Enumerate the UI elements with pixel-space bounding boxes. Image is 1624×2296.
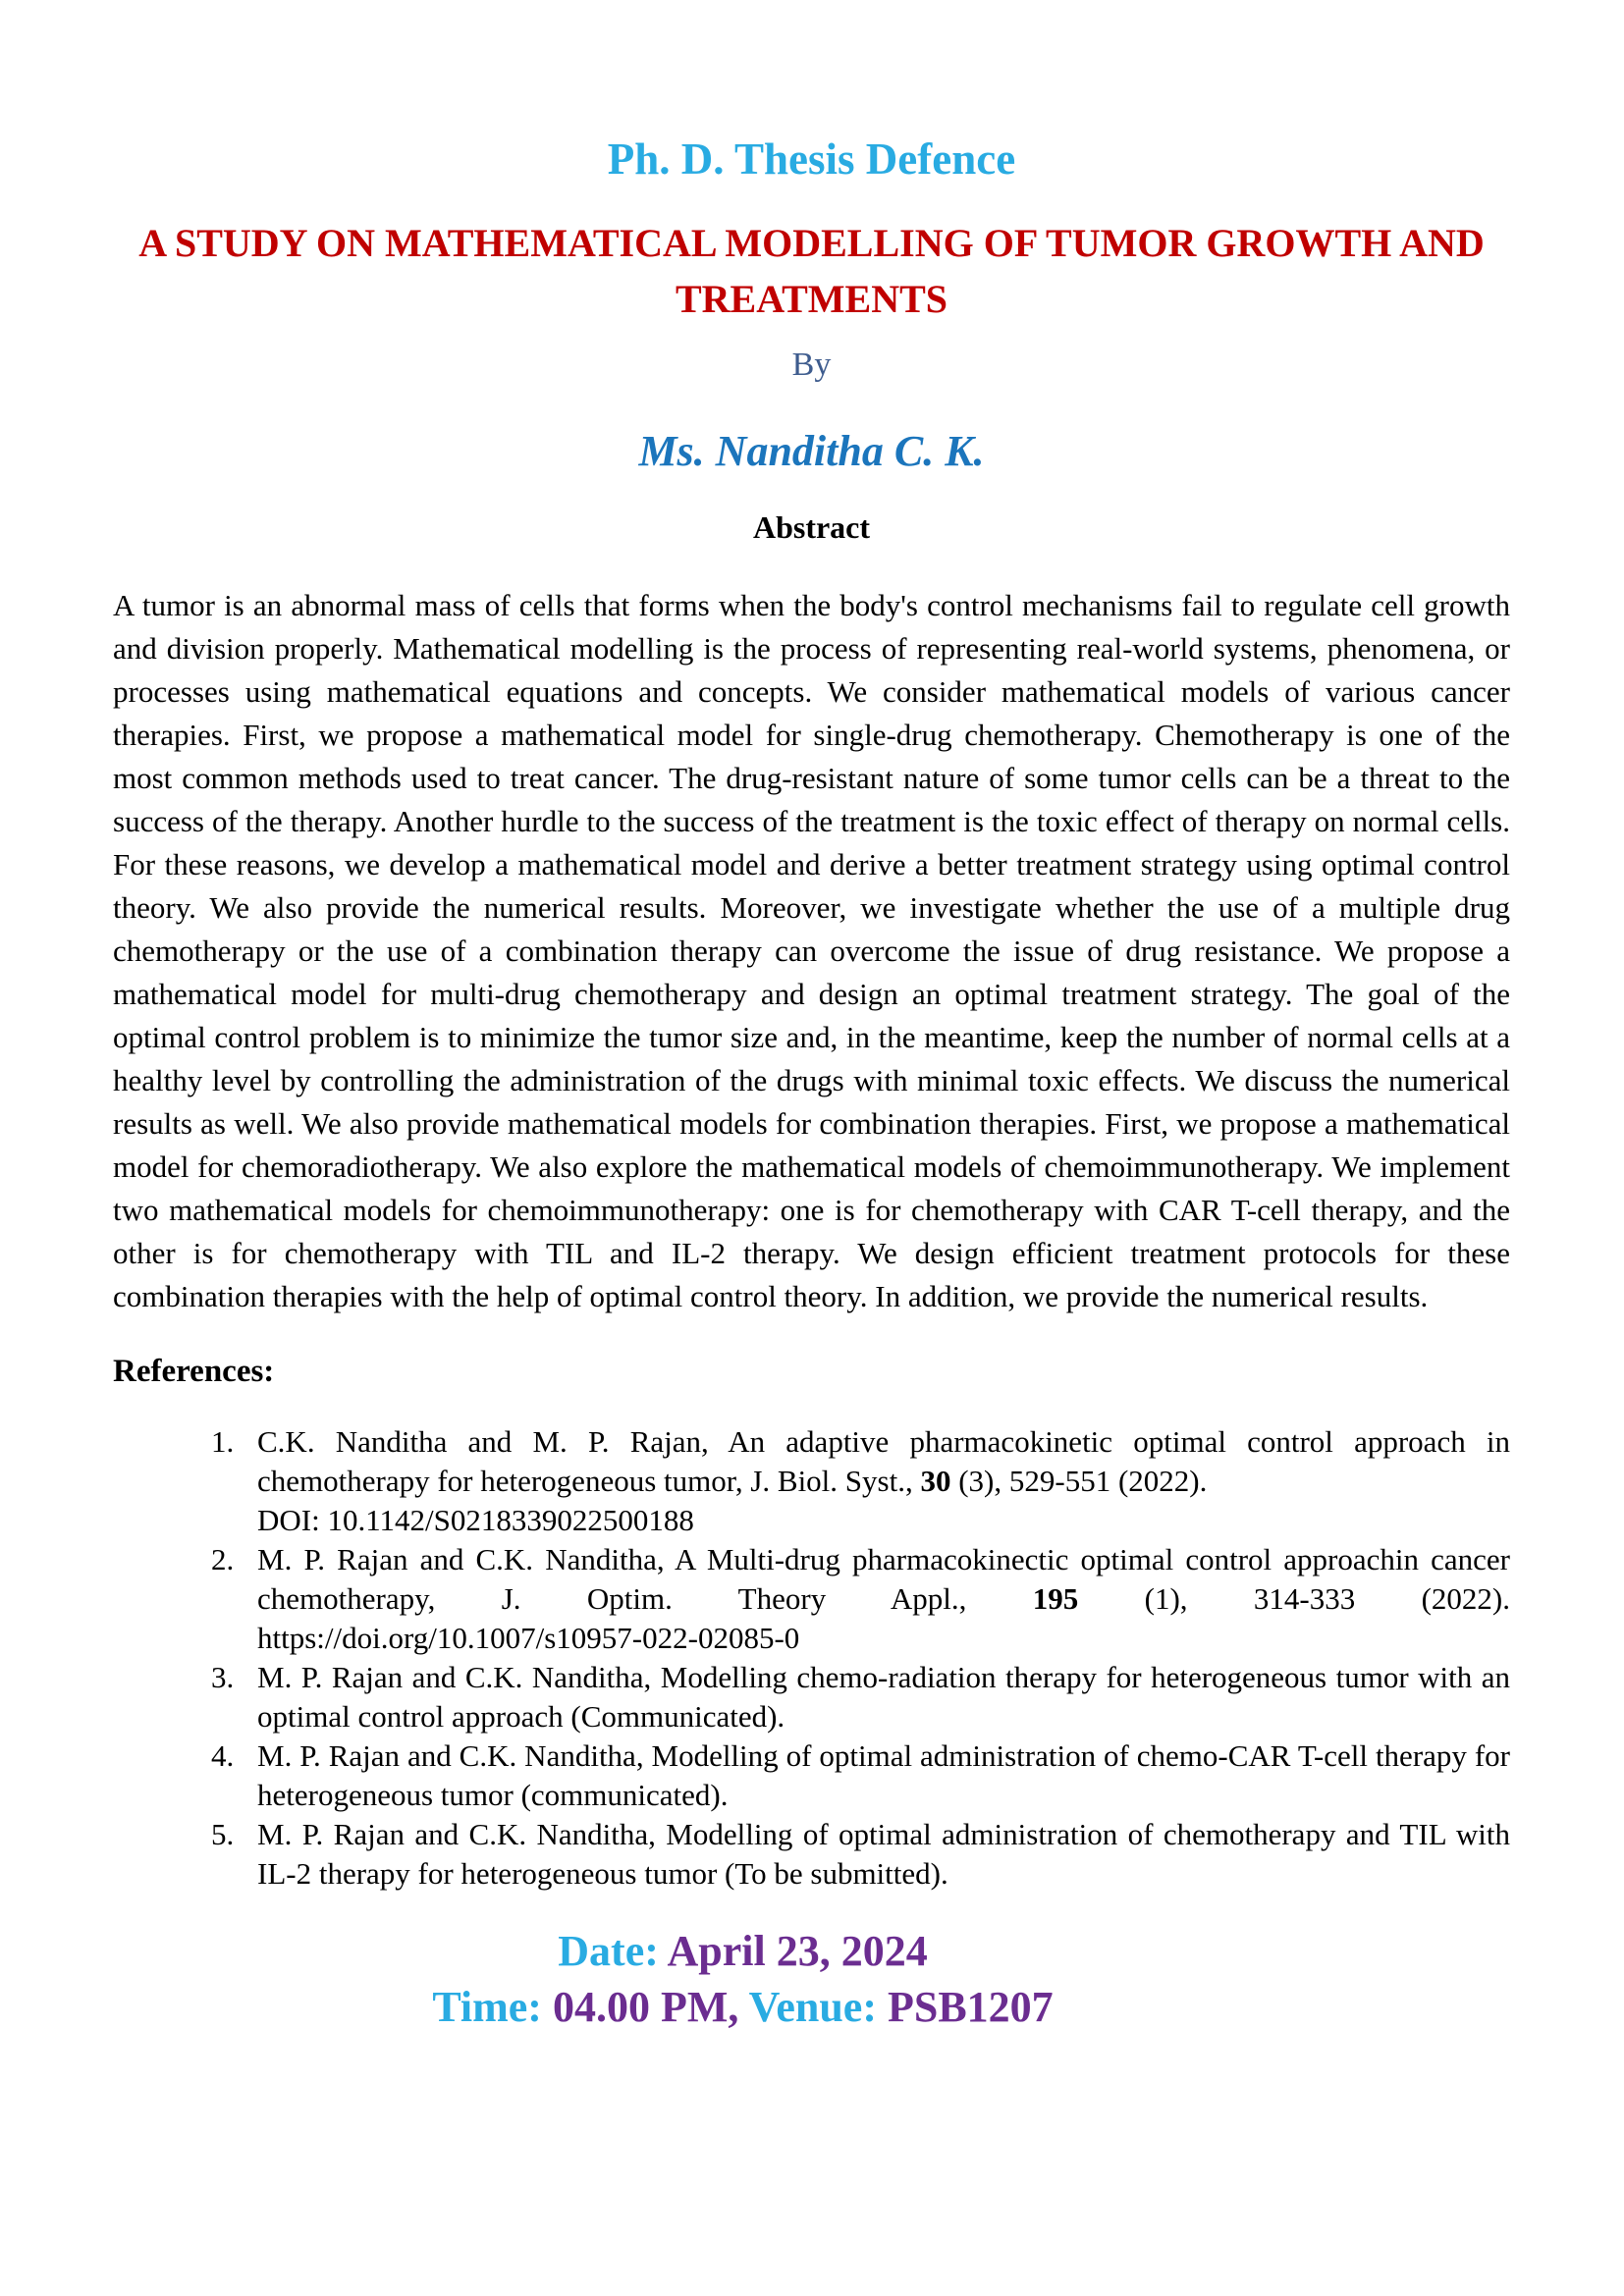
abstract-body: A tumor is an abnormal mass of cells that forms when the body's control mechanisms fail to regulate cell growth and division properly. Mathematical modelling is the process of representing real-world systems, phenomena, or processes using mathematical equations and concepts. We consider mathematical models of various cancer therapies. First, we propose a mathematical model for single-drug chemotherapy. Chemotherapy is one of the most common methods used to treat cancer. The drug-resistant nature of some tumor cells can be a threat to the success of the therapy. Another hurdle to the success of the treatment is the toxic effect of therapy on normal cells. For these reasons, we develop a mathematical model and derive a better treatment strategy using optimal control theory. We also provide the numerical results. Moreover, we investigate whether the use of a multiple drug chemotherapy or the use of a combination therapy can overcome the issue of drug resistance. We propose a mathematical model for multi-drug chemotherapy and design an optimal treatment strategy. The goal of the optimal control problem is to minimize the tumor size and, in the meantime, keep the number of normal cells at a healthy level by controlling the administration of the drugs with minimal toxic effects. We discuss the numerical results as well. We also provide mathematical models for combination therapies. First, we propose a mathematical model for chemoradiotherapy. We also explore the mathematical models of chemoimmunotherapy. We implement two mathematical models for chemoimmunotherapy: one is for chemotherapy with CAR T-cell therapy, and the other is for chemotherapy with TIL and IL-2 therapy. We design efficient treatment protocols for these combination therapies with the help of optimal control theory. In addition, we provide the numerical results.	[113, 588, 1510, 1313]
reference-item	[211, 1815, 1510, 1894]
reference-item	[211, 1422, 1510, 1540]
reference-item	[211, 1736, 1510, 1815]
abstract-heading: Abstract	[752, 509, 871, 545]
byline: By	[791, 347, 832, 383]
reference-number: 3.	[211, 1660, 235, 1694]
reference-text: M. P. Rajan and C.K. Nanditha, A Multi-drug pharmacokinectic optimal control approachin cancer chemotherapy, J. Optim. Theory Appl., 195 (1), 314-333 (2022).	[257, 1542, 1510, 1616]
date-value: April 23, 2024	[667, 1927, 928, 1975]
date-label: Date:	[558, 1927, 659, 1975]
references-heading: References:	[113, 1354, 275, 1389]
time-venue-line	[432, 1979, 1053, 2035]
reference-text: M. P. Rajan and C.K. Nanditha, Modelling chemo-radiation therapy for heterogeneous tumor with an optimal control approach (Communicated).	[257, 1660, 1510, 1734]
reference-number: 5.	[211, 1817, 235, 1851]
reference-item	[211, 1540, 1510, 1658]
reference-item	[211, 1658, 1510, 1736]
venue-value: PSB1207	[887, 1983, 1054, 2031]
event-title: Ph. D. Thesis Defence	[607, 134, 1016, 184]
time-label: Time:	[432, 1983, 542, 2031]
reference-text: https://doi.org/10.1007/s10957-022-02085-0	[257, 1621, 800, 1655]
reference-number: 4.	[211, 1738, 235, 1773]
reference-text: M. P. Rajan and C.K. Nanditha, Modelling of optimal administration of chemo-CAR T-cell therapy for heterogeneous tumor (communicated).	[257, 1738, 1510, 1812]
author-name: Ms. Nanditha C. K.	[638, 427, 985, 475]
venue-label: Venue:	[748, 1983, 877, 2031]
reference-text: C.K. Nanditha and M. P. Rajan, An adaptive pharmacokinetic optimal control approach in chemotherapy for heterogeneous tumor, J. Biol. Syst., 30 (3), 529-551 (2022).	[257, 1424, 1510, 1498]
reference-number: 1.	[211, 1424, 235, 1459]
thesis-title: A STUDY ON MATHEMATICAL MODELLING OF TUMOR GROWTH AND TREATMENTS	[138, 221, 1485, 321]
date-line	[432, 1923, 1053, 1979]
references-list	[113, 1422, 1510, 1894]
time-value: 04.00 PM,	[552, 1983, 739, 2031]
reference-text: DOI: 10.1142/S0218339022500188	[257, 1503, 694, 1537]
reference-text: M. P. Rajan and C.K. Nanditha, Modelling of optimal administration of chemotherapy and TIL with IL-2 therapy for heterogeneous tumor (To be submitted).	[257, 1817, 1510, 1891]
schedule-block	[432, 1923, 1053, 2035]
reference-number: 2.	[211, 1542, 235, 1576]
